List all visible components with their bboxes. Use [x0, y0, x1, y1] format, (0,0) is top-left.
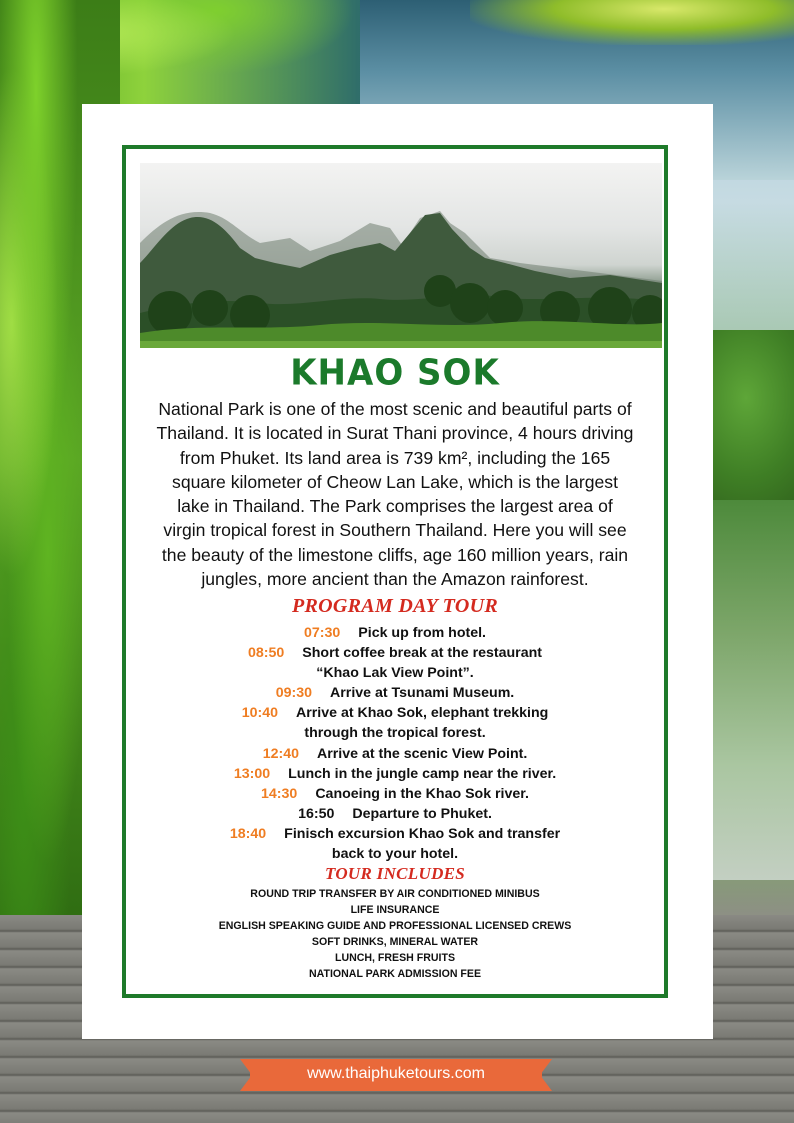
schedule-text: Departure to Phuket. [352, 805, 492, 822]
include-item: SOFT DRINKS, MINERAL WATER [311, 936, 479, 948]
schedule-item [126, 804, 664, 824]
schedule-item [126, 703, 664, 723]
schedule-text: through the tropical forest. [304, 725, 486, 742]
schedule-time: 14:30 [261, 785, 298, 802]
schedule-text: “Khao Lak View Point”. [316, 665, 474, 682]
include-item: LIFE INSURANCE [350, 904, 440, 916]
program-heading: PROGRAM DAY TOUR [292, 595, 498, 617]
website-ribbon [240, 1059, 552, 1091]
description-line: National Park is one of the most scenic and beautiful parts of [158, 399, 632, 419]
schedule-item [126, 844, 664, 864]
schedule-item [126, 723, 664, 743]
schedule-text: Finisch excursion Khao Sok and transfer [284, 825, 561, 842]
schedule-time: 08:50 [248, 645, 285, 662]
schedule-item [126, 683, 664, 703]
includes-heading: TOUR INCLUDES [324, 864, 466, 883]
schedule-item [126, 784, 664, 804]
schedule-time: 13:00 [233, 765, 271, 782]
schedule-item [126, 764, 664, 784]
page-title: KHAO SOK [290, 352, 500, 394]
leaves-top-right [470, 0, 794, 45]
schedule-item [126, 824, 664, 844]
schedule-list [126, 623, 664, 864]
schedule-item [126, 663, 664, 683]
description-line: jungles, more ancient than the Amazon rainforest. [201, 569, 589, 590]
park-description [132, 397, 658, 591]
schedule-time: 18:40 [229, 825, 267, 842]
schedule-text: Arrive at the scenic View Point. [317, 745, 528, 762]
flyer-card [82, 104, 713, 1039]
description-line: the beauty of the limestone cliffs, age 160 million years, rain [161, 544, 629, 565]
include-item: ROUND TRIP TRANSFER BY AIR CONDITIONED MINIBUS [250, 888, 540, 900]
schedule-text: Lunch in the jungle camp near the river. [288, 765, 557, 782]
website-link[interactable]: www.thaiphuketours.com [307, 1065, 485, 1082]
schedule-text: Arrive at Tsunami Museum. [330, 685, 515, 702]
schedule-text: Short coffee break at the restaurant [302, 645, 542, 662]
description-line: virgin tropical forest in Southern Thailand. Here you will see [163, 520, 627, 541]
schedule-time: 16:50 [298, 805, 335, 822]
description-line: from Phuket. Its land area is 739 km², including the 165 [179, 447, 611, 468]
include-item: NATIONAL PARK ADMISSION FEE [308, 968, 482, 980]
description-line: square kilometer of Cheow Lan Lake, which is the largest [172, 471, 618, 492]
mountain-illustration [140, 163, 662, 348]
include-item: LUNCH, FRESH FRUITS [334, 952, 456, 964]
schedule-item [126, 744, 664, 764]
mountain-photo [140, 163, 662, 348]
schedule-text: back to your hotel. [331, 846, 459, 863]
schedule-time: 10:40 [241, 705, 278, 722]
description-line: Thailand. It is located in Surat Thani province, 4 hours driving [156, 423, 634, 444]
includes-list [126, 886, 664, 982]
schedule-time: 09:30 [275, 685, 313, 702]
schedule-text: Canoeing in the Khao Sok river. [315, 785, 529, 802]
schedule-time: 12:40 [262, 745, 300, 762]
schedule-item [126, 623, 664, 643]
schedule-text: Pick up from hotel. [358, 625, 486, 641]
include-item: ENGLISH SPEAKING GUIDE AND PROFESSIONAL LICENSED CREWS [218, 920, 572, 932]
schedule-item [126, 643, 664, 663]
description-line: lake in Thailand. The Park comprises the largest area of [177, 496, 613, 517]
green-frame [122, 145, 668, 998]
schedule-time: 07:30 [304, 625, 341, 641]
schedule-text: Arrive at Khao Sok, elephant trekking [296, 705, 549, 722]
